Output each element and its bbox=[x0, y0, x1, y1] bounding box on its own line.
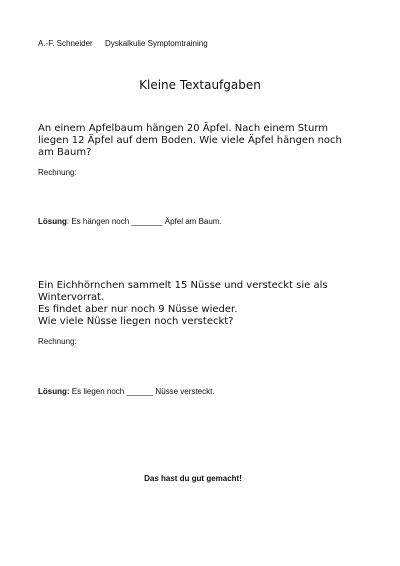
task1-line: liegen 12 Äpfel auf dem Boden. Wie viele Äpfel hängen noch bbox=[38, 135, 342, 146]
task2-answer bbox=[38, 387, 215, 396]
closing-text: Das hast du gut gemacht! bbox=[144, 474, 242, 483]
task1-calculation-label: Rechnung: bbox=[38, 168, 77, 177]
page-title bbox=[0, 78, 400, 92]
task2-answer-label: Lösung: bbox=[38, 387, 70, 396]
task2-line: Wintervorrat. bbox=[38, 292, 105, 303]
task1-answer-blank[interactable]: _______ bbox=[131, 217, 163, 226]
page-title-text: Kleine Textaufgaben bbox=[139, 78, 261, 92]
task1-answer bbox=[38, 217, 222, 226]
task1-line: am Baum? bbox=[38, 147, 92, 158]
task1-question bbox=[38, 123, 368, 159]
author-name: A.-F. Schneider bbox=[38, 39, 93, 48]
task2-answer-after: Nüsse versteckt. bbox=[153, 387, 215, 396]
task1-answer-before: : Es hängen noch bbox=[66, 217, 132, 226]
task2-line: Wie viele Nüsse liegen noch versteckt? bbox=[38, 316, 234, 327]
task2-calculation-label: Rechnung: bbox=[38, 337, 77, 346]
task2-answer-blank[interactable]: ______ bbox=[126, 387, 154, 396]
task2-answer-before: Es liegen noch bbox=[69, 387, 127, 396]
task1-answer-label: Lösung bbox=[38, 217, 67, 226]
closing-message bbox=[0, 474, 400, 483]
task1-answer-after: Äpfel am Baum. bbox=[162, 217, 222, 226]
worksheet-subject: Dyskalkulie Symptomtraining bbox=[104, 39, 208, 48]
task2-line: Ein Eichhörnchen sammelt 15 Nüsse und versteckt sie als bbox=[38, 280, 328, 291]
task1-line: An einem Apfelbaum hängen 20 Äpfel. Nach einem Sturm bbox=[38, 123, 329, 134]
page-header bbox=[38, 39, 208, 48]
task2-line: Es findet aber nur noch 9 Nüsse wieder. bbox=[38, 304, 238, 315]
task2-question bbox=[38, 280, 368, 328]
